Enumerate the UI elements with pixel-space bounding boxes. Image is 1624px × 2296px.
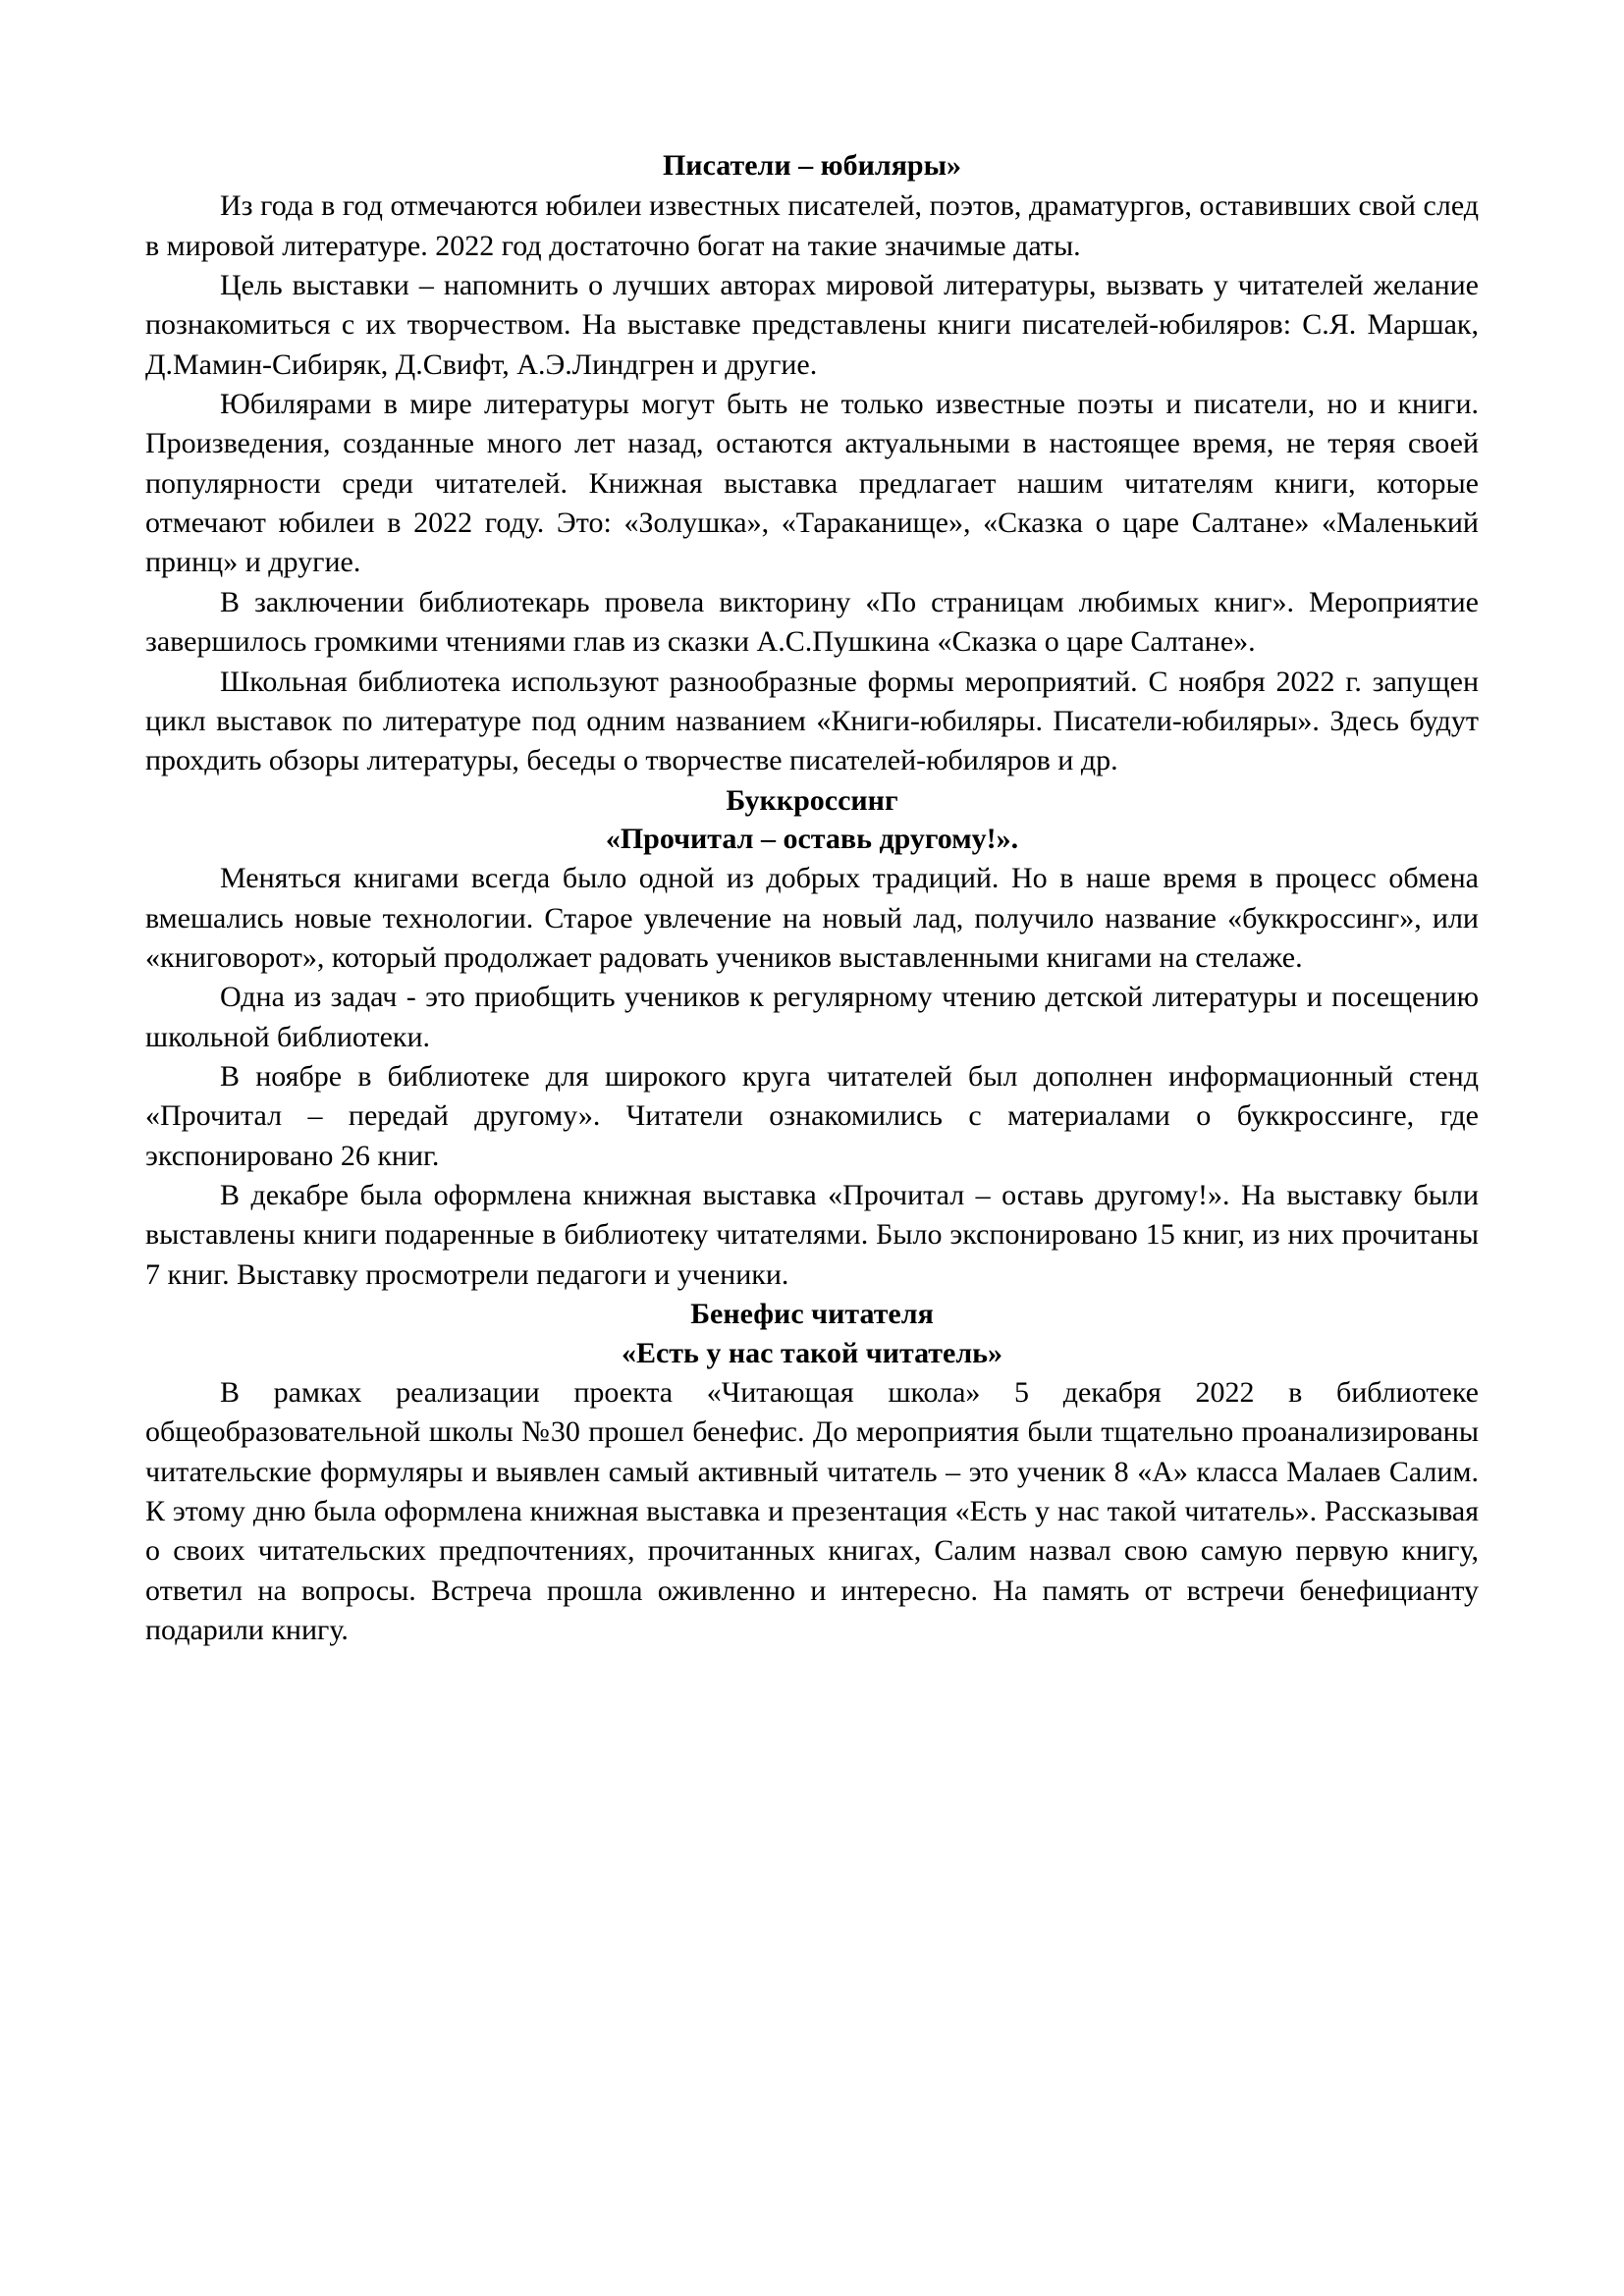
body-paragraph: Цель выставки – напомнить о лучших авторах мировой литературы, вызвать у читателей желание познакомиться с их творчеством. На выставке представлены книги писателей-юбиляров: С.Я. Маршак, Д.Мамин-Сибиряк, Д.Свифт, А.Э.Линдгрен и другие.	[145, 269, 1479, 381]
body-paragraph: Меняться книгами всегда было одной из добрых традиций. Но в наше время в процесс обмена вмешались новые технологии. Старое увлечение на новый лад, получило название «буккроссинг», или «книговорот», который продолжает радовать учеников выставленными книгами на стелаже.	[145, 862, 1479, 975]
page-title: Писатели – юбиляры»	[662, 149, 962, 182]
section-heading: «Прочитал – оставь другому!».	[605, 823, 1019, 856]
body-paragraph: В ноябре в библиотеке для широкого круга читателей был дополнен информационный стенд «Прочитал – передай другому». Читатели ознакомились с материалами о буккроссинге, где экспонировано 26 книг.	[145, 1060, 1479, 1172]
body-paragraph: В рамках реализации проекта «Читающая школа» 5 декабря 2022 в библиотеке общеобразовательной школы №30 прошел бенефис. До мероприятия были тщательно проанализированы читательские формуляры и выявлен самый активный читатель – это ученик 8 «А» класса Малаев Салим. К этому дню была оформлена книжная выставка и презентация «Есть у нас такой читатель». Рассказывая о своих читательских предпочтениях, прочитанных книгах, Салим назвал свою самую первую книгу, ответил на вопросы. Встреча прошла оживленно и интересно. На память от встречи бенефицианту подарили книгу.	[145, 1375, 1479, 1646]
section-heading: Бенефис читателя	[690, 1298, 934, 1331]
body-paragraph: Одна из задач - это приобщить учеников к регулярному чтению детской литературы и посещению школьной библиотеки.	[145, 981, 1479, 1053]
section-heading: Буккроссинг	[726, 783, 898, 817]
body-paragraph: Из года в год отмечаются юбилеи известных писателей, поэтов, драматургов, оставивших свой след в мировой литературе. 2022 год достаточно богат на такие значимые даты.	[145, 189, 1479, 262]
body-paragraph: Юбилярами в мире литературы могут быть не только известные поэты и писатели, но и книги. Произведения, созданные много лет назад, остаются актуальными в настоящее время, не теряя своей популярности среди читателей. Книжная выставка предлагает нашим читателям книги, которые отмечают юбилеи в 2022 году. Это: «Золушка», «Тараканище», «Сказка о царе Салтане» «Маленький принц» и другие.	[145, 388, 1479, 579]
body-paragraph: В заключении библиотекарь провела викторину «По страницам любимых книг». Мероприятие завершилось громкими чтениями глав из сказки А.С.Пушкина «Сказка о царе Салтане».	[145, 585, 1479, 659]
body-paragraph: В декабре была оформлена книжная выставка «Прочитал – оставь другому!». На выставку были выставлены книги подаренные в библиотеку читателями. Было экспонировано 15 книг, из них прочитаны 7 книг. Выставку просмотрели педагоги и ученики.	[145, 1179, 1479, 1291]
document-body	[145, 187, 1479, 1650]
body-paragraph: Школьная библиотека используют разнообразные формы мероприятий. С ноября 2022 г. запущен цикл выставок по литературе под одним названием «Книги-юбиляры. Писатели-юбиляры». Здесь будут прохдить обзоры литературы, беседы о творчестве писателей-юбиляров и др.	[145, 665, 1479, 777]
section-heading: «Есть у нас такой читатель»	[621, 1337, 1003, 1369]
